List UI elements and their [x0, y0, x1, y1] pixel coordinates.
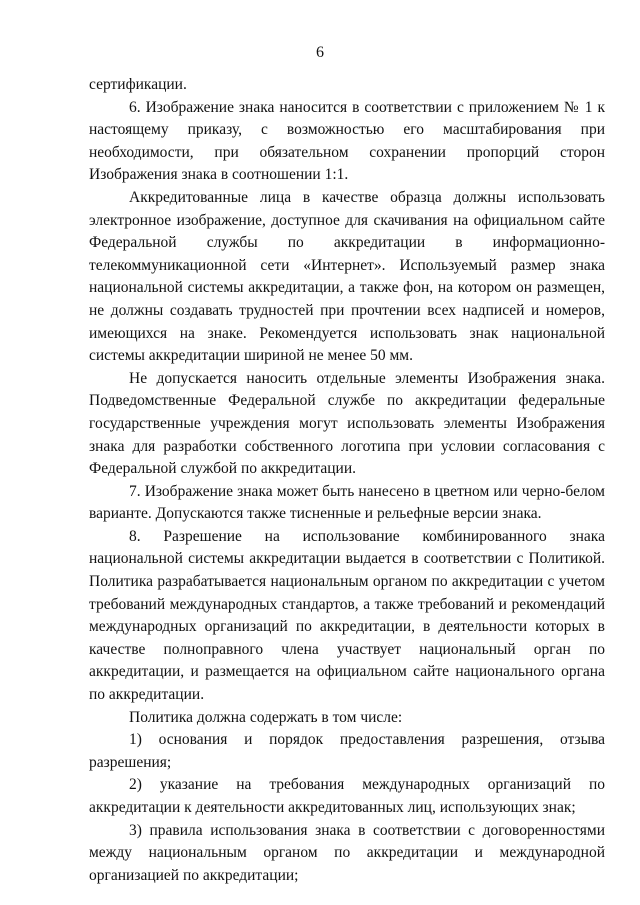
list-item-2: 2) указание на требования международных организаций по аккредитации к деятельности аккредитованных лиц, использующих знак;: [89, 776, 605, 816]
list-item-1: 1) основания и порядок предоставления разрешения, отзыва разрешения;: [89, 731, 605, 771]
paragraph-item-8: 8. Разрешение на использование комбинированного знака национальной системы аккредитации выдается в соответствии с Политикой. Политика разрабатывается национальным органом по аккредитации с учетом требований международных стандартов, а также требований и рекомендаций международных организаций по аккредитации, в деятельности которых в качестве полноправного члена участвует национальный орган по аккредитации, и размещается на официальном сайте национального органа по аккредитации.: [89, 527, 605, 704]
paragraph-item-6: 6. Изображение знака наносится в соответствии с приложением № 1 к настоящему приказу, с возможностью его масштабирования при необходимости, при обязательном сохранении пропорций сторон Изображения знака в соотношении 1:1.: [89, 98, 605, 184]
document-body: [89, 74, 605, 887]
page-number: 6: [316, 44, 324, 61]
paragraph-not-allowed: Не допускается наносить отдельные элементы Изображения знака. Подведомственные Федеральной службе по аккредитации федеральные государственные учреждения могут использовать элементы Изображения знака для разработки собственного логотипа при условии согласования с Федеральной службой по аккредитации.: [89, 369, 605, 478]
paragraph-policy-contents: Политика должна содержать в том числе:: [129, 708, 403, 726]
list-item-3: 3) правила использования знака в соответствии с договоренностями между национальным органом по аккредитации и международной организацией по аккредитации;: [89, 821, 605, 884]
paragraph-accredited-persons: Аккредитованные лица в качестве образца должны использовать электронное изображение, доступное для скачивания на официальном сайте Федеральной службы по аккредитации в информационно-телекоммуникационной сети «Интернет». Используемый размер знака национальной системы аккредитации, а также фон, на котором он размещен, не должны создавать трудностей при прочтении всех надписей и номеров, имеющихся на знаке. Рекомендуется использовать знак национальной системы аккредитации шириной не менее 50 мм.: [89, 188, 605, 365]
paragraph-item-7: 7. Изображение знака может быть нанесено в цветном или черно-белом варианте. Допускаются также тисненные и рельефные версии знака.: [89, 482, 605, 523]
paragraph-continuation: сертификации.: [89, 76, 187, 93]
